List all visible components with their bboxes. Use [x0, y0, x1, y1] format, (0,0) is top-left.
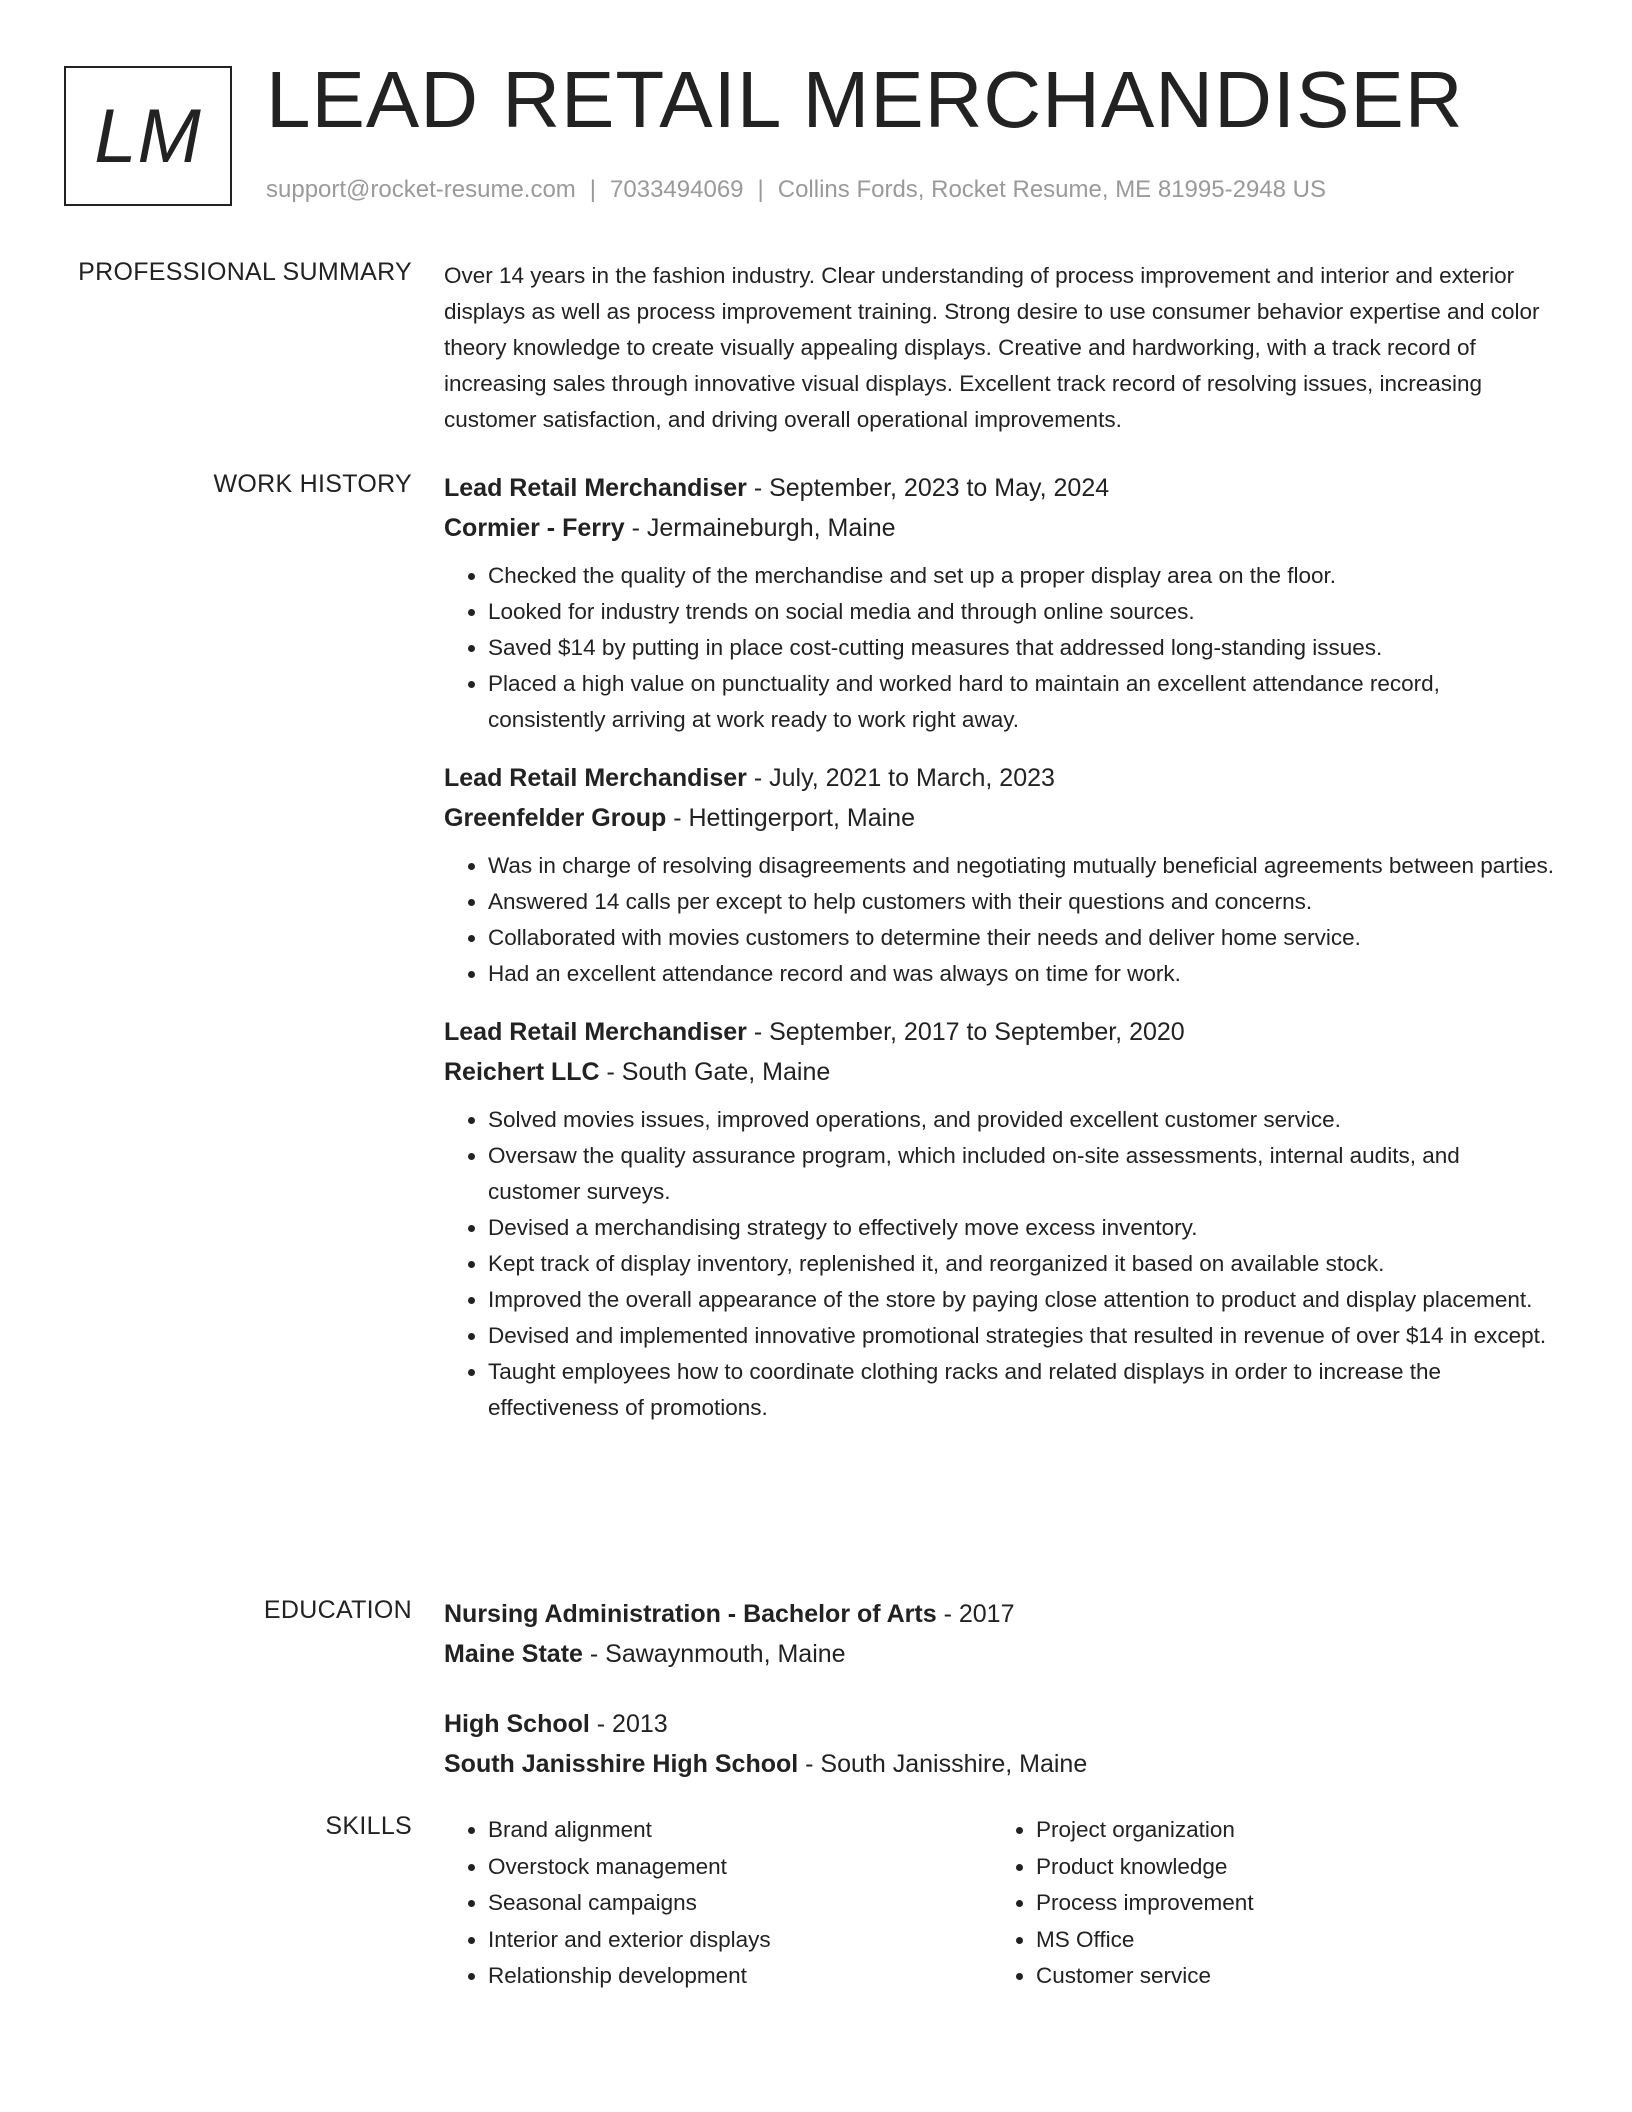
summary-body: [444, 258, 1556, 438]
skills-list-right: [988, 1812, 1536, 1995]
education-school: South Janisshire High School: [444, 1750, 799, 1778]
skills-columns: [444, 1812, 1556, 1995]
job-bullet: • Improved the overall appearance of the store by paying close attention to product and display placement.: [488, 1282, 1556, 1318]
job-bullet: • Solved movies issues, improved operations, and provided excellent customer service.: [488, 1102, 1556, 1138]
job-org-line: [444, 798, 1556, 838]
education-location: - South Janisshire, Maine: [798, 1750, 1088, 1778]
education-degree: Nursing Administration - Bachelor of Arts: [444, 1600, 937, 1628]
education-entry: [444, 1594, 1556, 1674]
job-title-line: [444, 468, 1556, 508]
job-location: - Jermaineburgh, Maine: [624, 514, 896, 542]
education-entry: [444, 1704, 1556, 1784]
skill-item: • MS Office: [1036, 1922, 1536, 1959]
job-company: Cormier - Ferry: [444, 514, 625, 542]
skill-item: • Brand alignment: [488, 1812, 988, 1849]
contact-separator: |: [757, 176, 764, 203]
job-bullet: • Devised a merchandising strategy to effectively move excess inventory.: [488, 1210, 1556, 1246]
job-entry: [444, 468, 1556, 738]
skill-item: • Seasonal campaigns: [488, 1885, 988, 1922]
job-bullet: • Checked the quality of the merchandise and set up a proper display area on the floor.: [488, 558, 1556, 594]
job-bullet: • Taught employees how to coordinate clothing racks and related displays in order to increase the effectiveness of promotions.: [488, 1354, 1556, 1426]
job-bullet: • Devised and implemented innovative promotional strategies that resulted in revenue of over $14 in except.: [488, 1318, 1556, 1354]
job-bullet: • Was in charge of resolving disagreements and negotiating mutually beneficial agreements between parties.: [488, 848, 1556, 884]
job-bullet: • Answered 14 calls per except to help customers with their questions and concerns.: [488, 884, 1556, 920]
job-bullet: • Placed a high value on punctuality and worked hard to maintain an excellent attendance record, consistently arriving at work ready to work right away.: [488, 666, 1556, 738]
section-label-work-history: WORK HISTORY: [213, 470, 412, 498]
skill-item: • Project organization: [1036, 1812, 1536, 1849]
job-location: - Hettingerport, Maine: [666, 804, 915, 832]
job-title-line: [444, 1012, 1556, 1052]
education-body: [444, 1594, 1556, 1814]
summary-text: Over 14 years in the fashion industry. Clear understanding of process improvement and interior and exterior displays as well as process improvement training. Strong desire to use consumer behavior expertise and color theory knowledge to create visually appealing displays. Creative and hardworking, with a track record of increasing sales through innovative visual displays. Excellent track record of resolving issues, increasing customer satisfaction, and driving overall operational improvements.: [444, 263, 1540, 432]
skill-item: • Interior and exterior displays: [488, 1922, 988, 1959]
address: Collins Fords, Rocket Resume, ME 81995-2948 US: [777, 176, 1326, 203]
education-year: - 2013: [589, 1710, 668, 1738]
job-bullet: • Oversaw the quality assurance program, which included on-site assessments, internal audits, and customer surveys.: [488, 1138, 1556, 1210]
job-bullets: [444, 558, 1556, 738]
education-location: - Sawaynmouth, Maine: [582, 1640, 846, 1668]
work-history-body: [444, 468, 1556, 1446]
section-label-skills: SKILLS: [325, 1812, 412, 1840]
job-company: Reichert LLC: [444, 1058, 600, 1086]
job-title-line: [444, 758, 1556, 798]
job-entry: [444, 758, 1556, 992]
education-degree: High School: [444, 1710, 590, 1738]
job-bullet: • Kept track of display inventory, replenished it, and reorganized it based on available stock.: [488, 1246, 1556, 1282]
job-company: Greenfelder Group: [444, 804, 667, 832]
job-bullet: • Collaborated with movies customers to determine their needs and deliver home service.: [488, 920, 1556, 956]
skill-item: • Overstock management: [488, 1849, 988, 1886]
skills-list-left: [444, 1812, 988, 1995]
section-label-summary: PROFESSIONAL SUMMARY: [78, 258, 412, 286]
job-location: - South Gate, Maine: [599, 1058, 831, 1086]
skill-item: • Customer service: [1036, 1958, 1536, 1995]
section-label-education: EDUCATION: [263, 1596, 412, 1624]
job-bullets: [444, 848, 1556, 992]
education-school-line: [444, 1634, 1556, 1674]
job-title: Lead Retail Merchandiser: [444, 764, 747, 792]
skill-item: • Process improvement: [1036, 1885, 1536, 1922]
contact-separator: |: [589, 176, 597, 203]
job-bullets: [444, 1102, 1556, 1426]
monogram-logo: LM: [64, 66, 232, 206]
phone-number: 7033494069: [610, 176, 744, 203]
job-title: Lead Retail Merchandiser: [444, 474, 747, 502]
job-dates: - September, 2023 to May, 2024: [746, 474, 1110, 502]
education-degree-line: [444, 1704, 1556, 1744]
resume-title: LEAD RETAIL MERCHANDISER: [266, 55, 1464, 144]
skill-item: • Relationship development: [488, 1958, 988, 1995]
skill-item: • Product knowledge: [1036, 1849, 1536, 1886]
job-bullet: • Had an excellent attendance record and was always on time for work.: [488, 956, 1556, 992]
contact-line: [266, 176, 1326, 204]
job-entry: [444, 1012, 1556, 1426]
education-degree-line: [444, 1594, 1556, 1634]
job-dates: - July, 2021 to March, 2023: [746, 764, 1055, 792]
education-school: Maine State: [444, 1640, 583, 1668]
job-bullet: • Saved $14 by putting in place cost-cutting measures that addressed long-standing issues.: [488, 630, 1556, 666]
job-title: Lead Retail Merchandiser: [444, 1018, 747, 1046]
skills-body: [444, 1812, 1556, 1995]
job-bullet: • Looked for industry trends on social media and through online sources.: [488, 594, 1556, 630]
job-org-line: [444, 508, 1556, 548]
job-org-line: [444, 1052, 1556, 1092]
email-link[interactable]: support@rocket-resume.com: [266, 176, 576, 203]
education-school-line: [444, 1744, 1556, 1784]
job-dates: - September, 2017 to September, 2020: [746, 1018, 1185, 1046]
education-year: - 2017: [936, 1600, 1015, 1628]
